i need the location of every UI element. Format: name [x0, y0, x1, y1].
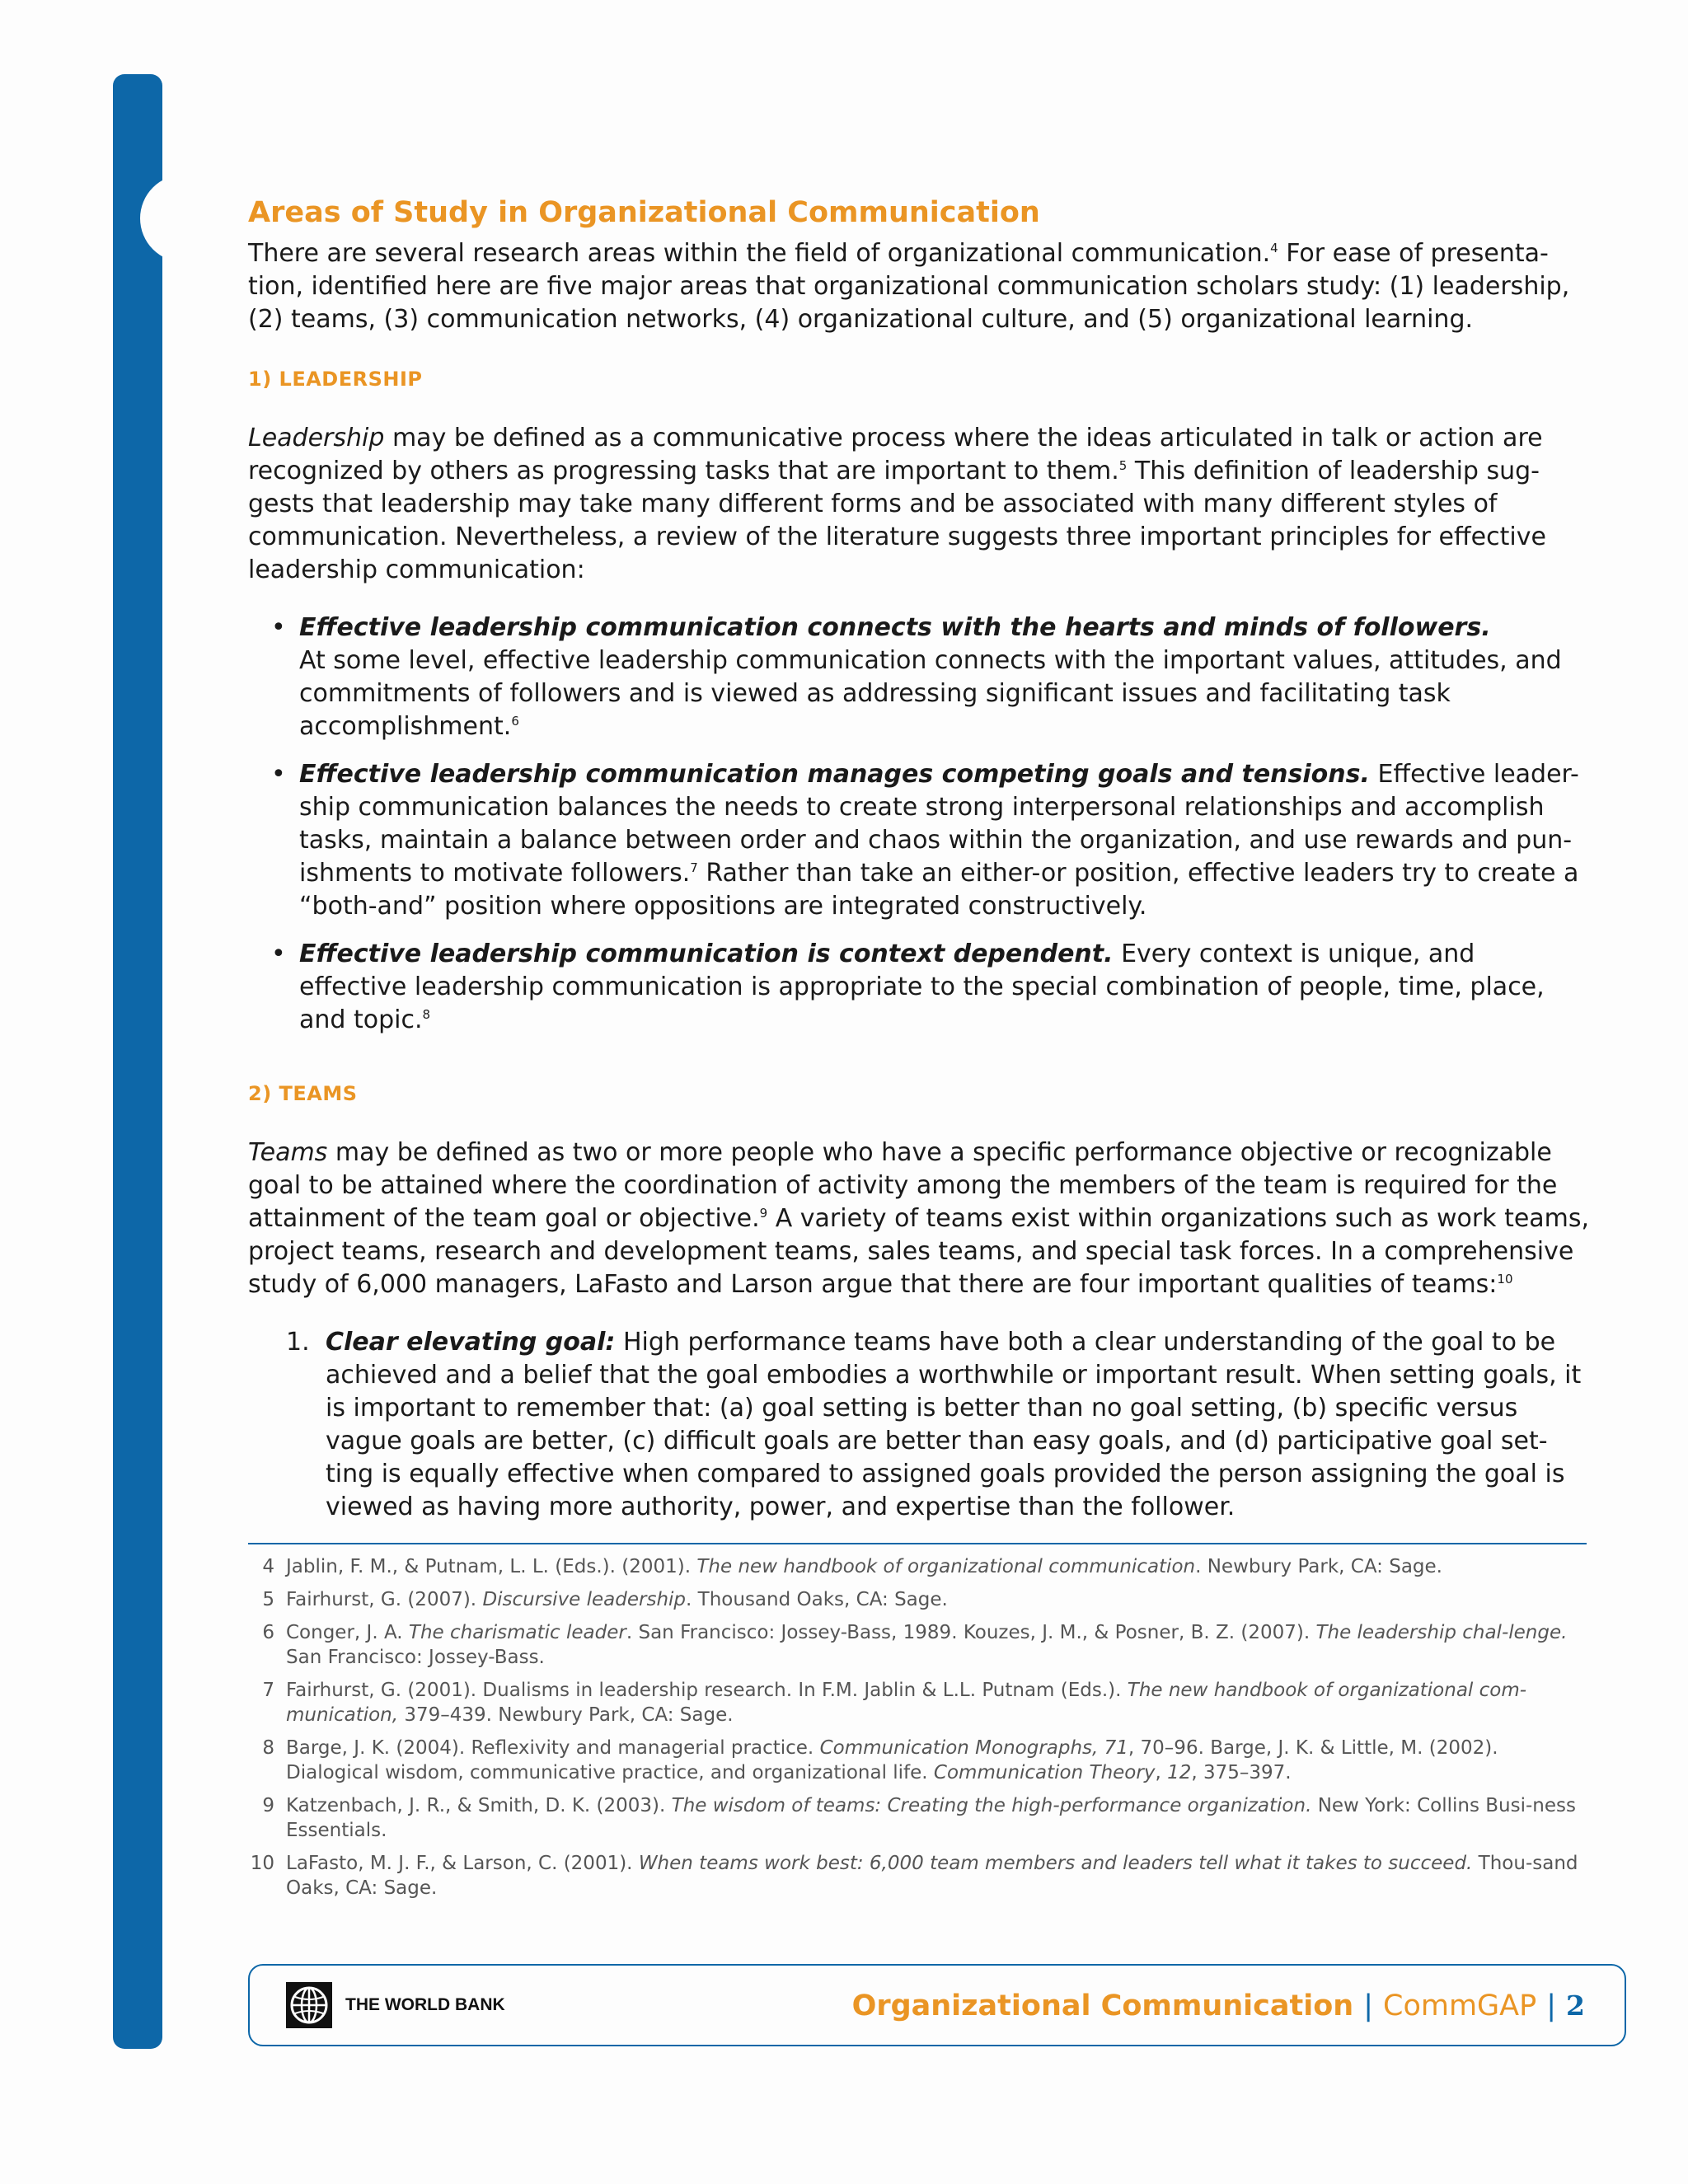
footnote — [248, 1736, 1587, 1785]
footnote — [248, 1554, 1587, 1579]
intro-paragraph — [248, 237, 1590, 336]
footnote-ref-6[interactable]: 6 — [511, 714, 519, 729]
footnote — [248, 1793, 1587, 1843]
leadership-term: Leadership — [248, 424, 385, 452]
item-number: 1. — [286, 1328, 310, 1357]
world-bank-globe-icon — [286, 1982, 332, 2028]
bullet-icon: • — [271, 760, 286, 789]
footnote — [248, 1587, 1587, 1612]
footer-series: CommGAP — [1383, 1990, 1537, 2022]
footer-title-block — [852, 1985, 1585, 2027]
footnote-number: 9 — [262, 1795, 274, 1816]
footnote — [248, 1620, 1587, 1670]
list-item — [248, 1326, 1590, 1524]
intro-text-cont: For ease of presenta-tion, identified here are five major areas that organizational communication scholars study: (1) leadership, (2) teams, (3) communication networks, (4) organizational culture, and (5) organizational learning. — [248, 239, 1570, 334]
teams-paragraph — [248, 1137, 1590, 1301]
bullet-text: Effective leader-ship communication balances the needs to create strong interpersonal relationships and accomplish tasks, maintain a balance between order and chaos within the organization, and use rewards and pun-ishments to motivate followers. — [299, 760, 1579, 888]
logo-text: THE WORLD BANK — [345, 1995, 505, 2014]
footnote-ref-4[interactable]: 4 — [1270, 241, 1278, 255]
footnote-text: Jablin, F. M., & Putnam, L. L. (Eds.). (2001). The new handbook of organizational communication. Newbury Park, CA: Sage. — [286, 1556, 1442, 1577]
page-number: 2 — [1566, 1990, 1585, 2022]
item-heading: Clear elevating goal: — [326, 1328, 616, 1357]
section-heading-leadership: 1) LEADERSHIP — [248, 368, 423, 391]
leadership-principles-list — [248, 612, 1590, 1037]
bullet-text: At some level, effective leadership communication connects with the important values, attitudes, and commitments of followers and is viewed as addressing significant issues and facilitating task accomplishment. — [299, 646, 1562, 741]
bullet-heading: Effective leadership communication connects with the hearts and minds of followers. — [299, 613, 1491, 642]
footnote-ref-7[interactable]: 7 — [690, 860, 698, 875]
footnote — [248, 1851, 1587, 1900]
bullet-icon: • — [271, 940, 286, 968]
footnote-text: Fairhurst, G. (2007). Discursive leadership. Thousand Oaks, CA: Sage. — [286, 1589, 948, 1610]
sidebar-bar — [113, 74, 162, 2049]
bullet-text: Every context is unique, and effective leadership communication is appropriate to the special combination of people, time, place, and topic. — [299, 940, 1545, 1034]
footnote-text: Conger, J. A. The charismatic leader. San Francisco: Jossey-Bass, 1989. Kouzes, J. M., & Posner, B. Z. (2007). The leadership chal-lenge. San Francisco: Jossey-Bass. — [286, 1622, 1568, 1668]
footer-separator: | — [1546, 1990, 1557, 2022]
teams-text-cont: A variety of teams exist within organizations such as work teams, project teams, research and development teams, sales teams, and special task forces. In a comprehensive study of 6,000 managers, LaFasto and Larson argue that there are four important qualities of teams: — [248, 1204, 1590, 1299]
footnote-text: LaFasto, M. J. F., & Larson, C. (2001). When teams work best: 6,000 team members and leaders tell what it takes to succeed. Thou-sand Oaks, CA: Sage. — [286, 1853, 1578, 1899]
footnote-number: 10 — [250, 1853, 274, 1874]
footnote-text: Katzenbach, J. R., & Smith, D. K. (2003). The wisdom of teams: Creating the high-performance organization. New York: Collins Busi-ness Essentials. — [286, 1795, 1576, 1841]
item-text: High performance teams have both a clear understanding of the goal to be achieved and a belief that the goal embodies a worthwhile or important result. When setting goals, it is important to remember that: (a) goal setting is better than no goal setting, (b) specific versus vague goals are better, (c) difficult goals are better than easy goals, and (d) participative goal set-ting is equally effective when compared to assigned goals provided the person assigning the goal is viewed as having more authority, power, and expertise than the follower. — [326, 1328, 1582, 1521]
footnotes — [248, 1543, 1587, 1909]
leadership-text-cont: This definition of leadership sug-gests that leadership may take many different forms and be associated with many different styles of communication. Nevertheless, a review of the literature suggests three important principles for effective leadership communication: — [248, 457, 1546, 584]
footnote-text: Fairhurst, G. (2001). Dualisms in leadership research. In F.M. Jablin & L.L. Putnam (Eds.). The new handbook of organizational com-munication, 379–439. Newbury Park, CA: Sage. — [286, 1680, 1527, 1726]
footnote-number: 5 — [262, 1589, 274, 1610]
leadership-text: may be defined as a communicative process where the ideas articulated in talk or action are recognized by others as progressing tasks that are important to them. — [248, 424, 1543, 485]
footer-title: Organizational Communication — [851, 1990, 1354, 2022]
footnote-ref-8[interactable]: 8 — [422, 1007, 431, 1022]
footnote-number: 8 — [262, 1737, 274, 1759]
intro-text: There are several research areas within the field of organizational communication. — [248, 239, 1271, 268]
team-qualities-list — [248, 1326, 1590, 1524]
footnote-text: Barge, J. K. (2004). Reflexivity and managerial practice. Communication Monographs, 71, 70–96. Barge, J. K. & Little, M. (2002). Dialogical wisdom, communicative practice, and organizational life. Communication Theory, 12, 375–397. — [286, 1737, 1498, 1783]
list-item — [248, 612, 1590, 743]
list-item — [248, 938, 1590, 1037]
teams-term: Teams — [248, 1138, 328, 1167]
footnote-number: 4 — [262, 1556, 274, 1577]
footnote-ref-10[interactable]: 10 — [1497, 1272, 1513, 1286]
list-item — [248, 758, 1590, 923]
page-footer — [248, 1964, 1626, 2046]
sidebar-notch — [140, 175, 227, 262]
bullet-icon: • — [271, 613, 286, 642]
bullet-heading: Effective leadership communication is context dependent. — [299, 940, 1114, 968]
footnote — [248, 1678, 1587, 1727]
footer-separator: | — [1363, 1990, 1374, 2022]
main-content — [248, 191, 1590, 1524]
footnote-number: 7 — [262, 1680, 274, 1701]
bullet-heading: Effective leadership communication manages competing goals and tensions. — [299, 760, 1370, 789]
teams-text: may be defined as two or more people who have a specific performance objective or recognizable goal to be attained where the coordination of activity among the members of the team is required for the attainment of the team goal or objective. — [248, 1138, 1558, 1233]
leadership-paragraph — [248, 422, 1590, 587]
page-title: Areas of Study in Organizational Communication — [248, 196, 1040, 229]
footnote-ref-9[interactable]: 9 — [759, 1206, 768, 1221]
section-heading-teams: 2) TEAMS — [248, 1082, 358, 1105]
footnote-number: 6 — [262, 1622, 274, 1643]
bullet-text-cont: Rather than take an either-or position, effective leaders try to create a “both-and” position where oppositions are integrated constructively. — [299, 859, 1579, 921]
footnote-ref-5[interactable]: 5 — [1118, 458, 1128, 473]
